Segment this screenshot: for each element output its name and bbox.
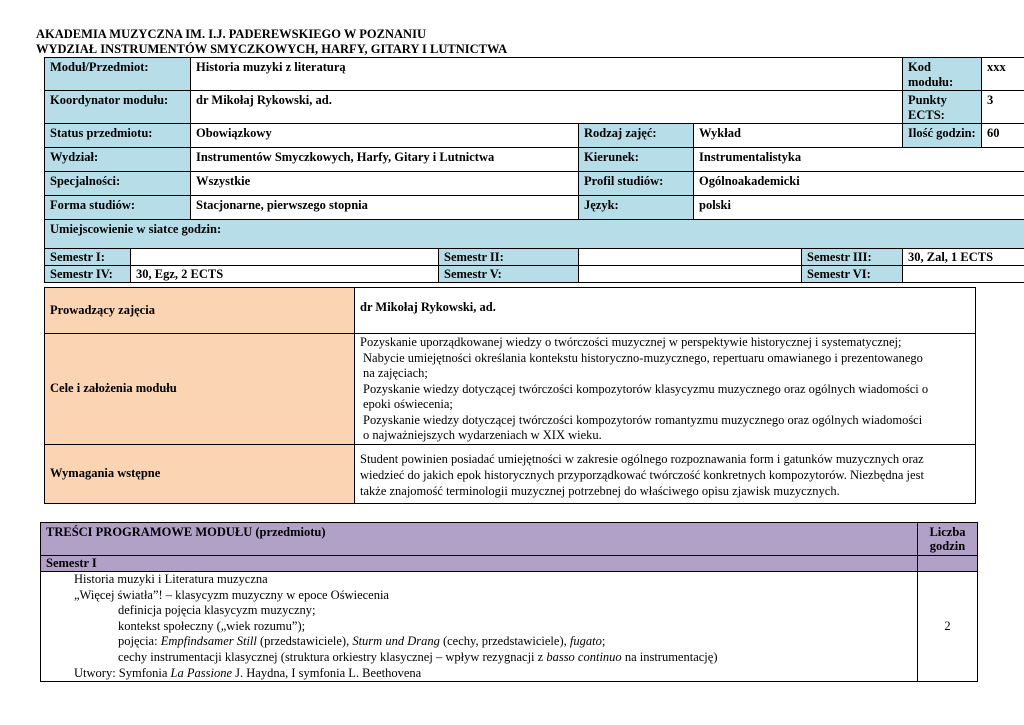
content-line-7-c: J. Haydna, I symfonia L. Beethovena xyxy=(232,665,422,680)
row-program-header xyxy=(41,523,978,556)
sem5-value xyxy=(579,266,802,283)
program-title: TREŚCI PROGRAMOWE MODUŁU (przedmiotu) xyxy=(41,523,918,556)
rodzaj-label: Rodzaj zajęć: xyxy=(579,124,694,148)
kod-value: xxx xyxy=(982,58,1024,91)
status-value: Obowiązkowy xyxy=(191,124,579,148)
row-prowadzacy xyxy=(45,288,976,334)
term-basso-continuo: basso continuo xyxy=(546,649,622,664)
ilosc-label: Ilość godzin: xyxy=(903,124,982,148)
forma-label: Forma studiów: xyxy=(45,196,191,220)
semester-label: Semestr I xyxy=(41,556,918,572)
ects-value: 3 xyxy=(982,91,1024,124)
row-semester xyxy=(41,556,978,572)
content-line-5-a: pojęcia: xyxy=(118,634,161,649)
program-content xyxy=(41,572,918,682)
cele-value xyxy=(355,334,976,445)
ects-label: Punkty ECTS: xyxy=(903,91,982,124)
cele-line-7: o najważniejszych wydarzeniach w XIX wieku. xyxy=(363,428,602,442)
content-line-7 xyxy=(46,666,912,682)
content-line-4: kontekst społeczny („wiek rozumu”); xyxy=(118,618,306,633)
cele-label: Cele i założenia modułu xyxy=(45,334,355,445)
sem5-label: Semestr V: xyxy=(439,266,579,283)
ilosc-value: 60 xyxy=(982,124,1024,148)
wydzial-label: Wydział: xyxy=(45,148,191,172)
content-line-2: „Więcej światła”! – klasycyzm muzyczny w epoce Oświecenia xyxy=(74,587,389,602)
kod-label: Kod modułu: xyxy=(903,58,982,91)
sem4-label: Semestr IV: xyxy=(45,266,131,283)
term-fugato: fugato xyxy=(569,634,602,649)
sem2-label: Semestr II: xyxy=(439,249,579,266)
prowadzacy-label: Prowadzący zajęcia xyxy=(45,288,355,334)
sem3-value: 30, Zal, 1 ECTS xyxy=(903,249,1024,266)
sem1-value xyxy=(131,249,439,266)
status-label: Status przedmiotu: xyxy=(45,124,191,148)
faculty-name: WYDZIAŁ INSTRUMENTÓW SMYCZKOWYCH, HARFY, GITARY I LUTNICTWA xyxy=(36,42,508,56)
content-line-1: Historia muzyki i Literatura muzyczna xyxy=(74,572,268,586)
jezyk-value: polski xyxy=(694,196,1024,220)
profil-value: Ogólnoakademicki xyxy=(694,172,1024,196)
hours-header-line-1: Liczba xyxy=(929,525,966,539)
cele-line-1: Pozyskanie uporządkowanej wiedzy o twórczości muzycznej w perspektywie historycznej i systematycznej; xyxy=(360,335,902,349)
sem6-value xyxy=(903,266,1024,283)
wymagania-line-3: także znajomość terminologii muzycznej potrzebnej do właściwego opisu zjawisk muzycznych. xyxy=(360,483,840,498)
hours-header xyxy=(918,523,978,556)
specjalnosci-value: Wszystkie xyxy=(191,172,579,196)
wymagania-label: Wymagania wstępne xyxy=(45,444,355,503)
prowadzacy-value: dr Mikołaj Rykowski, ad. xyxy=(355,288,976,334)
row-semestry-2 xyxy=(45,266,1024,283)
row-umiejscowienie xyxy=(45,220,1024,249)
sem4-value: 30, Egz, 2 ECTS xyxy=(131,266,439,283)
content-hours: 2 xyxy=(918,572,978,682)
module-info-table xyxy=(44,57,1024,283)
wymagania-line-2: wiedzieć do jakich epok historycznych przyporządkować twórczość konkretnych kompozytorów. Niezbędna jest xyxy=(360,467,924,482)
row-forma xyxy=(45,196,1024,220)
wydzial-value: Instrumentów Smyczkowych, Harfy, Gitary i Lutnictwa xyxy=(191,148,579,172)
sem2-value xyxy=(579,249,802,266)
content-line-6-c: na instrumentację) xyxy=(621,649,718,664)
row-semestry-1 xyxy=(45,249,1024,266)
wymagania-value xyxy=(355,444,976,503)
modul-value: Historia muzyki z literaturą xyxy=(191,58,903,91)
sem6-label: Semestr VI: xyxy=(802,266,903,283)
content-line-3: definicja pojęcia klasycyzm muzyczny; xyxy=(118,603,316,618)
specjalnosci-label: Specjalności: xyxy=(45,172,191,196)
koordynator-label: Koordynator modułu: xyxy=(45,91,191,124)
wymagania-line-1: Student powinien posiadać umiejętności w zakresie ogólnego rozpoznawania form i gatunków muzycznych oraz xyxy=(360,451,924,466)
kierunek-label: Kierunek: xyxy=(579,148,694,172)
row-koordynator xyxy=(45,91,1024,124)
content-line-5-g: ; xyxy=(601,634,606,649)
rodzaj-value: Wykład xyxy=(694,124,903,148)
row-modul xyxy=(45,58,1024,91)
profil-label: Profil studiów: xyxy=(579,172,694,196)
row-wydzial xyxy=(45,148,1024,172)
content-line-5-c: (przedstawiciele), xyxy=(256,634,353,649)
koordynator-value: dr Mikołaj Rykowski, ad. xyxy=(191,91,903,124)
row-status xyxy=(45,124,1024,148)
program-contents-table xyxy=(40,522,978,682)
cele-line-6: Pozyskanie wiedzy dotyczącej twórczości kompozytorów romantyzmu muzycznego oraz ogólnych wiadomości xyxy=(363,412,923,427)
kierunek-value: Instrumentalistyka xyxy=(694,148,1024,172)
semester-hours-cell xyxy=(918,556,978,572)
content-line-5 xyxy=(46,634,912,650)
academy-name: AKADEMIA MUZYCZNA IM. I.J. PADEREWSKIEGO W POZNANIU xyxy=(36,27,426,41)
row-program-content xyxy=(41,572,978,682)
module-details-table xyxy=(44,287,976,504)
hours-header-line-2: godzin xyxy=(929,539,966,553)
content-line-5-e: (cechy, przedstawiciele), xyxy=(439,634,570,649)
jezyk-label: Język: xyxy=(579,196,694,220)
modul-label: Moduł/Przedmiot: xyxy=(45,58,191,91)
cele-line-5: epoki oświecenia; xyxy=(363,397,453,411)
cele-line-3: na zajęciach; xyxy=(363,366,428,380)
row-specjalnosci xyxy=(45,172,1024,196)
content-line-7-a: Utwory: Symfonia xyxy=(74,665,171,680)
content-line-6 xyxy=(46,650,912,666)
sem3-label: Semestr III: xyxy=(802,249,903,266)
row-cele xyxy=(45,334,976,445)
forma-value: Stacjonarne, pierwszego stopnia xyxy=(191,196,579,220)
umiejscowienie-label: Umiejscowienie w siatce godzin: xyxy=(45,220,1024,249)
cele-line-2: Nabycie umiejętności określania kontekstu historyczno-muzycznego, repertuaru omawianego i prezentowanego xyxy=(363,350,923,365)
term-empfindsamer: Empfindsamer Still xyxy=(160,634,257,649)
work-la-passione: La Passione xyxy=(170,665,232,680)
sem1-label: Semestr I: xyxy=(45,249,131,266)
cele-line-4: Pozyskanie wiedzy dotyczącej twórczości kompozytorów klasycyzmu muzycznego oraz ogólnych wiadomości o xyxy=(363,381,929,396)
row-wymagania xyxy=(45,444,976,503)
content-line-6-a: cechy instrumentacji klasycznej (struktura orkiestry klasycznej – wpływ rezygnacji z xyxy=(118,649,547,664)
term-sturm-und-drang: Sturm und Drang xyxy=(352,634,440,649)
